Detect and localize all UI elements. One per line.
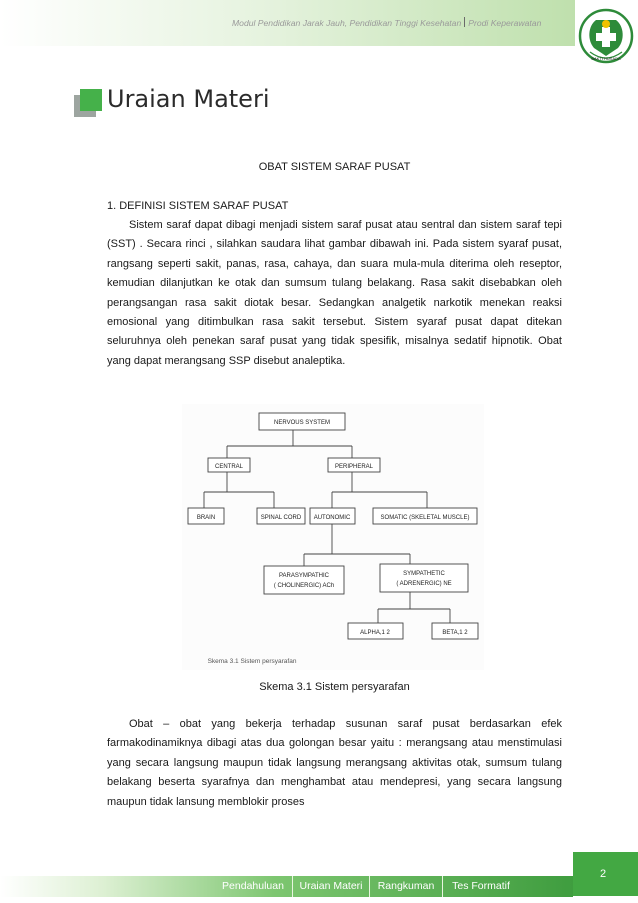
header-program: Prodi Keperawatan [468, 18, 542, 28]
logo-text: BAKTI HUSADA [591, 56, 621, 61]
node-spinal-cord: SPINAL CORD [260, 515, 302, 521]
node-sympathetic-title: SYMPATHETIC [403, 571, 445, 577]
section-title: Uraian Materi [107, 85, 270, 113]
nav-tes-formatif[interactable]: Tes Formatif [452, 880, 510, 892]
paragraph-2 [107, 715, 562, 812]
node-nervous-system: NERVOUS SYSTEM [274, 420, 330, 426]
node-beta: BETA,1 2 [442, 630, 468, 636]
node-sympathetic-sub: ( ADRENERGIC) NE [396, 581, 452, 587]
nervous-system-diagram [182, 404, 484, 670]
node-parasympathetic-sub: ( CHOLINERGIC) ACh [273, 583, 335, 589]
page-number: 2 [600, 868, 607, 880]
node-somatic: SOMATIC (SKELETAL MUSCLE) [380, 515, 470, 521]
node-brain: BRAIN [196, 515, 216, 521]
node-alpha: ALPHA,1 2 [360, 630, 390, 636]
node-central: CENTRAL [214, 464, 244, 470]
chapter-heading: OBAT SISTEM SARAF PUSAT [258, 161, 411, 173]
node-parasympathetic-title: PARASYMPATHIC [278, 573, 330, 579]
node-peripheral: PERIPHERAL [334, 464, 374, 470]
paragraph-1 [107, 216, 562, 371]
header-separator [464, 17, 465, 27]
diagram-inner-caption: Skema 3.1 Sistem persyarafan [207, 658, 297, 665]
node-autonomic: AUTONOMIC [313, 515, 351, 521]
nav-rangkuman[interactable]: Rangkuman [377, 880, 435, 892]
nav-uraian-materi[interactable]: Uraian Materi [299, 880, 363, 892]
figure-caption: Skema 3.1 Sistem persyarafan [259, 681, 410, 693]
nav-pendahuluan[interactable]: Pendahuluan [222, 880, 284, 892]
header-text [232, 17, 541, 28]
paragraph-1-text: Sistem saraf dapat dibagi menjadi sistem saraf pusat atau sentral dan sistem saraf tepi (SST) . Secara rinci , silahkan saudara lihat gambar dibawah ini. Pada sistem syaraf pusat, rangsang seperti sakit, panas, rasa, cahaya, dan suara mula-mula diterima oleh reseptor, kemudian dilanjutkan ke otak dan sumsum tulang belakang. Rasa sakit disebabkan oleh perangsangan rasa sakit diotak besar. Sedangkan analgetik narkotik menekan reaksi emosional yang ditimbulkan rasa sakit tersebut. Sistem syaraf pusat dapat ditekan seluruhnya oleh penekan saraf pusat yang tidak spesifik, misalnya sedatif hipnotik. Obat yang dapat merangsang SSP disebut analeptika. [107, 219, 562, 367]
kemenkes-logo [576, 4, 634, 68]
section-heading: 1. DEFINISI SISTEM SARAF PUSAT [107, 200, 289, 212]
paragraph-2-text: Obat – obat yang bekerja terhadap susunan saraf pusat berdasarkan efek farmakodinamiknya dibagi atas dua golongan besar yaitu : merangsang atau menstimulasi yang secara langsung maupun tidak langsung merangsang aktivitas otak, sumsum tulang belakang beserta syarafnya dan menghambat atau mendepresi, yang secara langsung maupun tidak lansung memblokir proses [107, 718, 562, 808]
title-square-green [80, 89, 102, 111]
header-module-title: Modul Pendidikan Jarak Jauh, Pendidikan Tinggi Kesehatan [232, 18, 462, 28]
